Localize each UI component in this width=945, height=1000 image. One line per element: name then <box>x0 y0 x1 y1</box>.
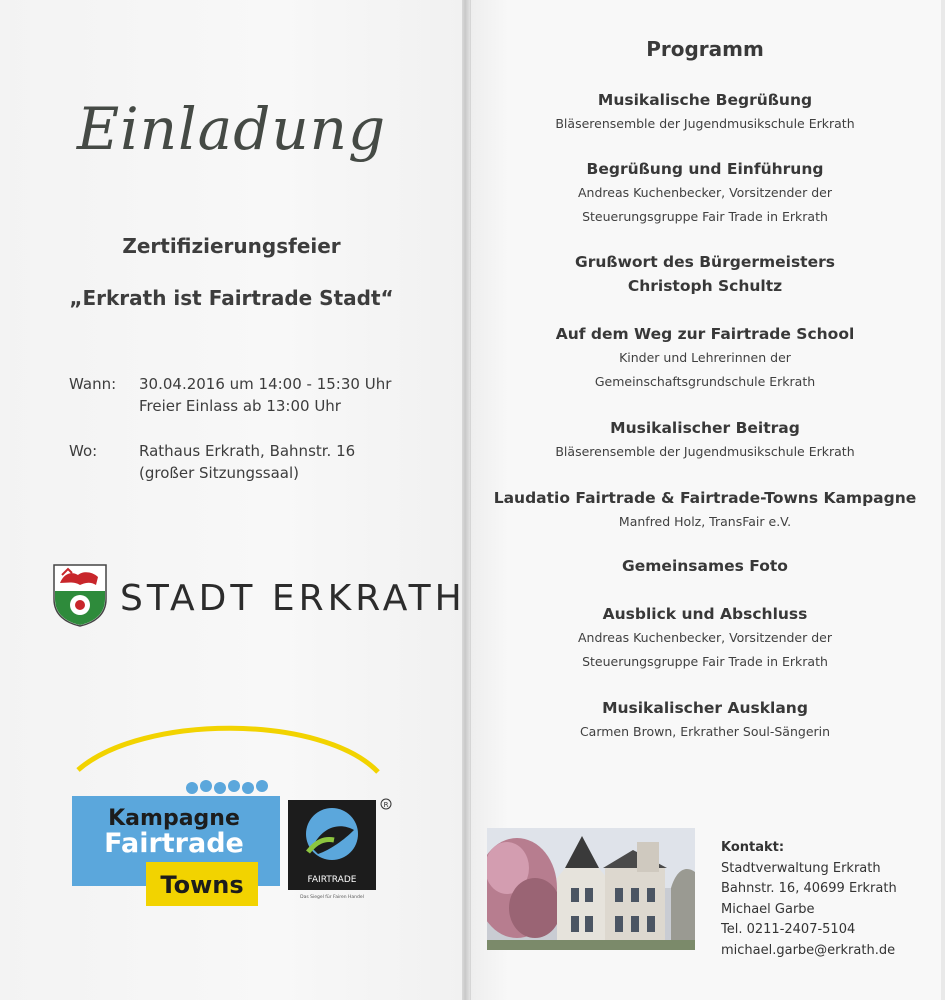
campaign-line-1: Kampagne <box>108 806 240 831</box>
program-item-line: Kinder und Lehrerinnen der <box>619 350 791 365</box>
program-item-line: Manfred Holz, TransFair e.V. <box>618 514 792 529</box>
program-item-line: Andreas Kuchenbecker, Vorsitzender der <box>577 630 832 645</box>
program-item-heading: Christoph Schultz <box>627 277 783 295</box>
program-item-heading: Begrüßung und Einführung <box>586 160 824 178</box>
program-item <box>470 250 940 298</box>
where-line-2: (großer Sitzungssaal) <box>139 464 300 482</box>
fold-line <box>462 0 470 1000</box>
program-item-heading: Laudatio Fairtrade & Fairtrade-Towns Kampagne <box>493 489 917 507</box>
program-item-line: Gemeinschaftsgrundschule Erkrath <box>594 374 816 389</box>
fairtrade-small-text: Das Siegel für Fairen Handel <box>300 895 364 900</box>
when-line-2: Freier Einlass ab 13:00 Uhr <box>139 397 341 415</box>
when-line-1: 30.04.2016 um 14:00 - 15:30 Uhr <box>139 375 392 393</box>
program-item-line: Bläserensemble der Jugendmusikschule Erkrath <box>555 116 855 131</box>
program-item-line: Bläserensemble der Jugendmusikschule Erkrath <box>555 444 855 459</box>
fairtrade-towns-logo <box>72 722 402 912</box>
contact-title: Kontakt: <box>721 840 785 855</box>
program-item <box>470 157 940 229</box>
fairtrade-mark-text: FAIRTRADE <box>307 875 357 885</box>
program-item <box>470 602 940 674</box>
program-item-heading: Musikalischer Beitrag <box>610 419 800 437</box>
contact-phone: Tel. 0211-2407-5104 <box>721 922 856 937</box>
program-item-heading: Musikalischer Ausklang <box>602 699 808 717</box>
where-value <box>139 440 355 484</box>
program-item <box>470 486 940 534</box>
campaign-line-2: Fairtrade <box>104 828 244 859</box>
program-item-line: Andreas Kuchenbecker, Vorsitzender der <box>577 185 832 200</box>
contact-line: Bahnstr. 16, 40699 Erkrath <box>721 881 897 896</box>
event-tagline: „Erkrath ist Fairtrade Stadt“ <box>69 286 394 310</box>
svg-text:R: R <box>383 801 389 809</box>
where-label: Wo: <box>69 442 98 460</box>
program-item-line: Carmen Brown, Erkrather Soul-Sängerin <box>579 724 831 739</box>
when-value <box>139 373 391 417</box>
program-item-heading: Musikalische Begrüßung <box>597 91 813 109</box>
contact-line: Michael Garbe <box>721 901 815 917</box>
program-item-heading: Grußwort des Bürgermeisters <box>575 253 835 271</box>
event-subtitle: Zertifizierungsfeier <box>122 234 341 258</box>
town-hall-photo <box>487 828 695 950</box>
program-item-line: Steuerungsgruppe Fair Trade in Erkrath <box>582 654 828 669</box>
program-item <box>470 696 940 744</box>
program-item-heading: Auf dem Weg zur Fairtrade School <box>555 325 855 343</box>
program-item-heading: Ausblick und Abschluss <box>602 605 808 623</box>
when-label: Wann: <box>69 375 117 393</box>
invitation-title: Einladung <box>76 95 387 163</box>
program-item <box>470 554 940 578</box>
program-item <box>470 322 940 394</box>
program-item <box>470 88 940 136</box>
contact-block <box>721 838 897 961</box>
program-title: Programm <box>646 37 764 61</box>
where-line-1: Rathaus Erkrath, Bahnstr. 16 <box>139 442 356 460</box>
program-item-line: Steuerungsgruppe Fair Trade in Erkrath <box>582 209 828 224</box>
coat-of-arms-icon <box>52 563 108 627</box>
program-item-heading: Gemeinsames Foto <box>622 557 788 575</box>
city-logo-text: STADT ERKRATH <box>120 578 466 619</box>
campaign-line-3: Towns <box>160 871 244 899</box>
contact-email: michael.garbe@erkrath.de <box>721 942 896 958</box>
program-item <box>470 416 940 464</box>
contact-line: Stadtverwaltung Erkrath <box>721 860 881 876</box>
